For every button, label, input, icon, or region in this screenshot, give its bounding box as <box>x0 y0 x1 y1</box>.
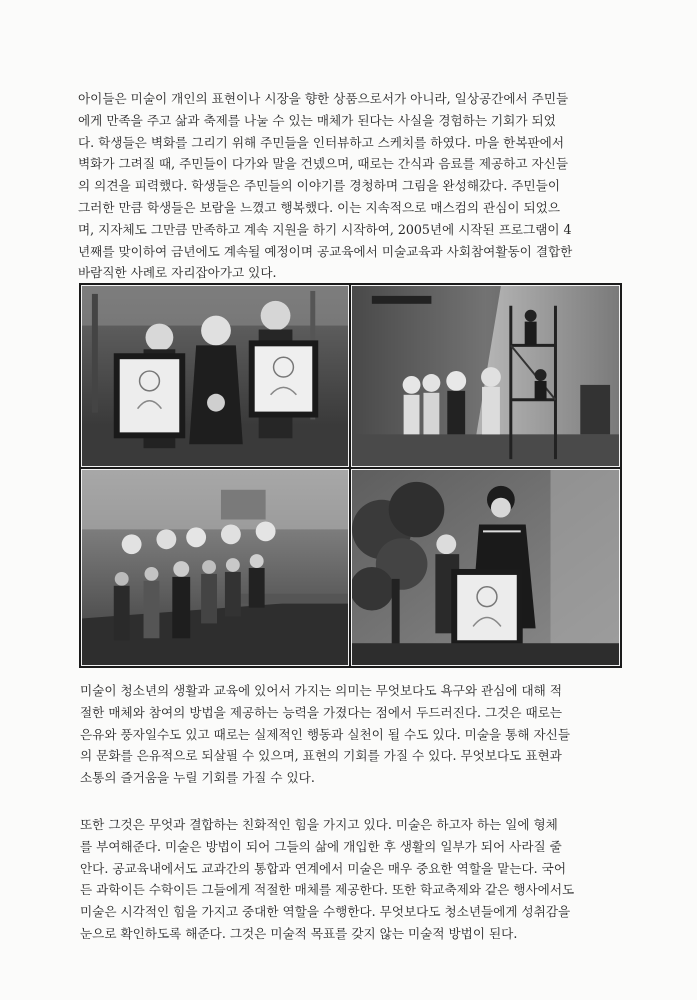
paragraph-line: 벽화가 그려질 때, 주민들이 다가와 말을 건넸으며, 때로는 간식과 음료를 제공하고 자신들 <box>78 156 569 172</box>
paragraph-line: 의 의견을 피력했다. 학생들은 주민들의 이야기를 경청하며 그림을 완성해갔다. 주민들이 <box>78 178 560 194</box>
paragraph-line: 안다. 공교육내에서도 교과간의 통합과 연계에서 미술은 매우 중요한 역할을 맡는다. 국어 <box>80 860 566 876</box>
photo-students-with-portraits <box>81 285 349 467</box>
photo-mural-wall-scaffolding <box>351 285 620 467</box>
paragraph-line: 를 부여해준다. 미술은 방법이 되어 그들의 삶에 개입한 후 생활의 일부가 되어 사라질 줄 <box>80 838 562 854</box>
paragraph-line: 미술은 시각적인 힘을 가지고 중대한 역할을 수행한다. 무엇보다도 청소년들에게 성취감을 <box>80 904 571 920</box>
paragraph-line: 든 과학이든 수학이든 그들에게 적절한 매체를 제공한다. 또한 학교축제와 같은 행사에서도 <box>80 882 575 898</box>
paragraph-line: 또한 그것은 무엇과 결합하는 친화적인 힘을 가지고 있다. 미술은 하고자 하는 일에 형체 <box>80 817 558 832</box>
photo-grid <box>79 283 622 668</box>
photo-students-portrait-tree <box>351 469 620 666</box>
paragraph-line: 아이들은 미술이 개인의 표현이나 시장을 향한 상품으로서가 아니라, 일상공간에서 주민들 <box>78 91 569 106</box>
paragraph-line: 바람직한 사례로 자리잡아가고 있다. <box>78 265 277 281</box>
paragraph-line: 에게 만족을 주고 삶과 축제를 나눌 수 있는 매체가 된다는 사실을 경험하는 기회가 되었 <box>78 112 556 128</box>
paragraph-line: 의 문화를 은유적으로 되살필 수 있으며, 표현의 기회를 가질 수 있다. 무엇보다도 표현과 <box>80 748 562 764</box>
paragraph-line: 눈으로 확인하도록 해준다. 그것은 미술적 목표를 갖지 않는 미술적 방법이 된다. <box>80 925 518 941</box>
paragraph-line: 소통의 즐거움을 누릴 기회를 가질 수 있다. <box>80 770 315 786</box>
paragraph-line: 은유와 풍자일수도 있고 때로는 실제적인 행동과 실천이 될 수도 있다. 미술을 통해 자신들 <box>80 726 571 742</box>
paragraph-line: 그러한 만큼 학생들은 보람을 느꼈고 행복했다. 이는 지속적으로 매스컴의 관심이 되었으 <box>78 199 560 215</box>
paragraph-line: 다. 학생들은 벽화를 그리기 위해 주민들을 인터뷰하고 스케치를 하였다. 마을 한복판에서 <box>78 134 564 150</box>
photo-crowd-at-mural <box>81 469 349 666</box>
paragraph-line: 절한 매체와 참여의 방법을 제공하는 능력을 가졌다는 점에서 두드러진다. 그것은 때로는 <box>80 704 562 720</box>
paragraph-1 <box>78 88 622 284</box>
photo-mural-wall-scaffolding-image <box>352 286 619 466</box>
paragraph-2 <box>80 680 622 789</box>
paragraph-line: 년째를 맞이하여 금년에도 계속될 예정이며 공교육에서 미술교육과 사회참여활동이 결합한 <box>78 243 573 259</box>
photo-crowd-at-mural-image <box>82 470 348 665</box>
photo-students-with-portraits-image <box>82 286 348 466</box>
paragraph-3 <box>80 814 624 945</box>
photo-students-portrait-tree-image <box>352 470 619 665</box>
paragraph-line: 미술이 청소년의 생활과 교육에 있어서 가지는 의미는 무엇보다도 욕구와 관심에 대해 적 <box>80 683 562 698</box>
paragraph-line: 며, 지자체도 그만큼 만족하고 계속 지원을 하기 시작하여, 2005년에 시작된 프로그램이 4 <box>78 221 572 237</box>
